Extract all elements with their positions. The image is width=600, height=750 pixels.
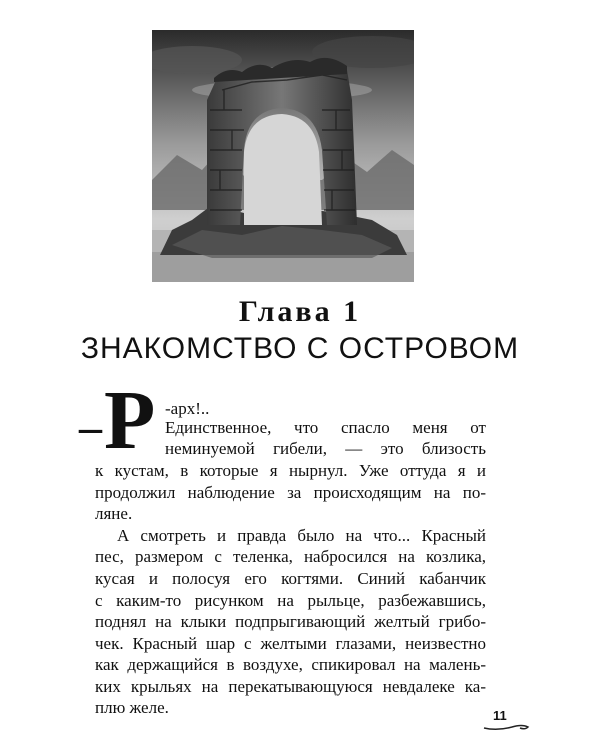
- chapter-label: Глава 1: [238, 295, 362, 328]
- text-line: продолжил наблюдение за происходящим на по-: [95, 483, 486, 502]
- text-line: -арх!..: [165, 399, 210, 418]
- chapter-title: ЗНАКОМСТВО С ОСТРОВОМ: [80, 332, 520, 365]
- text-line: Единственное, что спасло меня от: [165, 418, 486, 437]
- text-line: плю желе.: [95, 698, 169, 717]
- text-line: с каким-то рисунком на рыльце, разбежавшись,: [95, 591, 486, 610]
- dropcap-dash: –: [79, 401, 102, 452]
- text-line: ких крыльях на перекатывающуюся невдалеке ка-: [95, 677, 486, 696]
- dropcap-letter: Р: [104, 374, 156, 467]
- page-number: 11: [493, 708, 507, 723]
- text-line: поднял на клыки подпрыгивающий желтый грибо-: [95, 612, 486, 631]
- text-line: кусая и полосуя его когтями. Синий кабанчик: [95, 569, 486, 588]
- text-line: неминуемой гибели, — это близость: [165, 439, 486, 458]
- text-line: пес, размером с теленка, набросился на козлика,: [95, 547, 486, 566]
- stone-arch-ruin-icon: [152, 30, 414, 282]
- text-line: А смотреть и правда было на что... Красный: [117, 526, 486, 545]
- text-line: к кустам, в которые я нырнул. Уже оттуда я и: [95, 461, 486, 480]
- text-line: как держащийся в воздухе, спикировал на малень-: [95, 655, 486, 674]
- page-ornament-icon: [482, 722, 532, 732]
- text-line: ляне.: [95, 504, 133, 523]
- text-line: чек. Красный шар с желтыми глазами, неизвестно: [95, 634, 486, 653]
